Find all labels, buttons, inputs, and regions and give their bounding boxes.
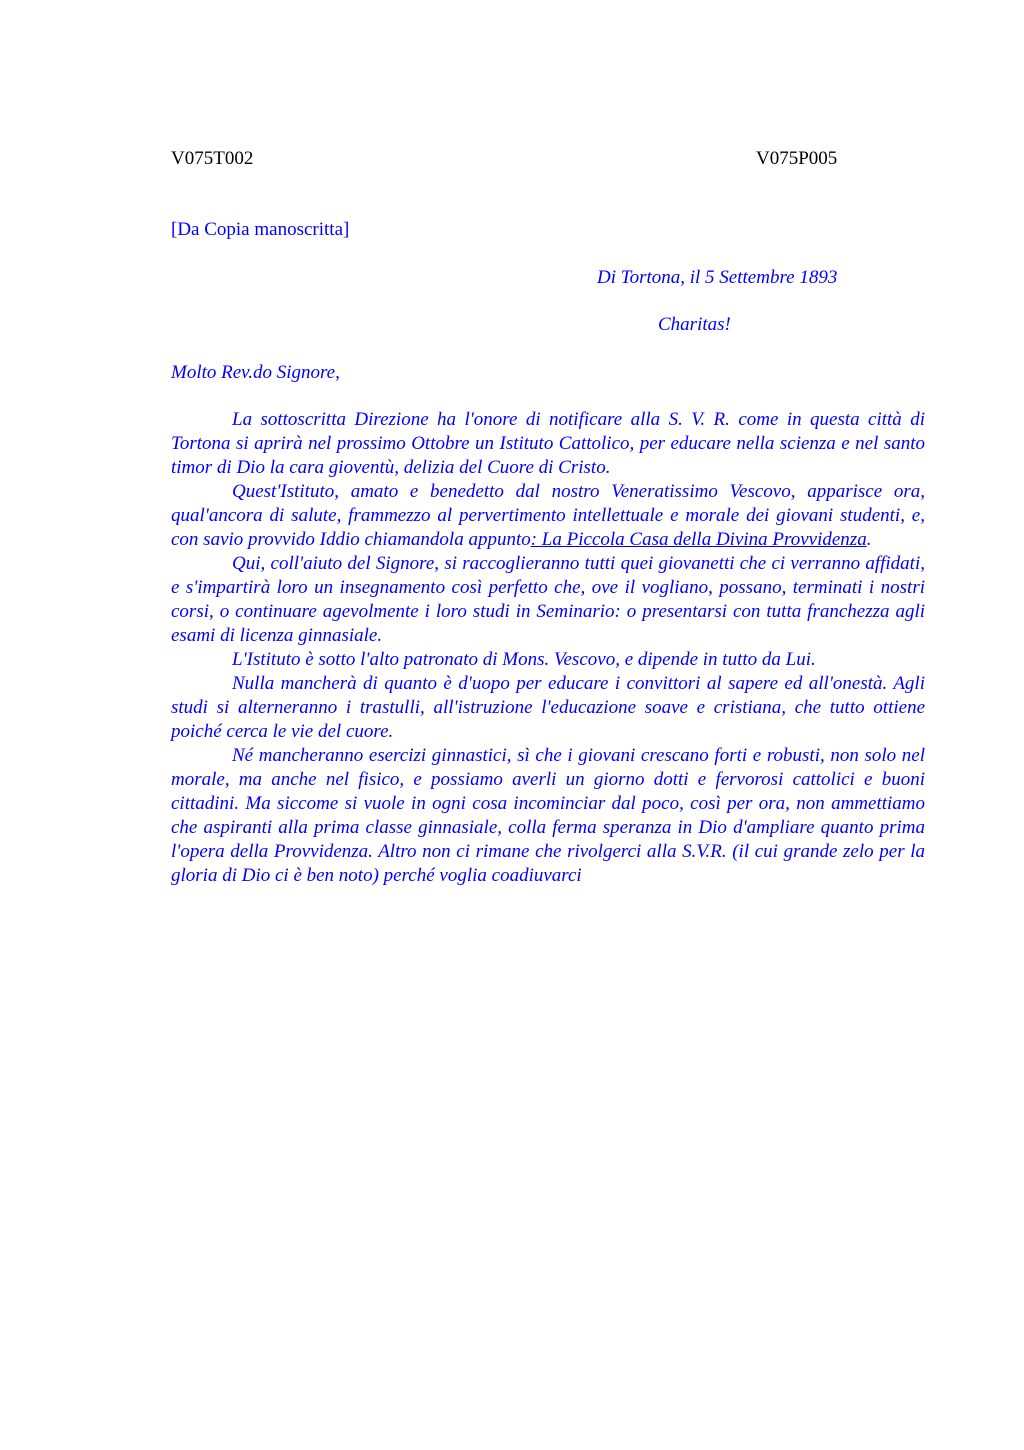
paragraph-3: Qui, coll'aiuto del Signore, si raccoglieranno tutti quei giovanetti che ci verranno affidati, e s'impartirà loro un insegnamento così perfetto che, ove il vogliano, possano, terminati i nostri corsi, o continuare agevolmente i loro studi in Seminario: o presentarsi con tutta franchezza agli esami di licenza ginnasiale. <box>171 553 925 646</box>
paragraph-2 <box>171 480 925 552</box>
document-code-left: V075T002 <box>171 148 254 169</box>
paragraph-5: Nulla mancherà di quanto è d'uopo per educare i convittori al sapere ed all'onestà. Agli studi si alterneranno i trastulli, all'istruzione l'educazione soave e cristiana, che tutto ottiene poiché cerca le vie del cuore. <box>171 673 925 742</box>
letter-body <box>171 408 925 888</box>
paragraph-4: L'Istituto è sotto l'alto patronato di Mons. Vescovo, e dipende in tutto da Lui. <box>232 649 816 670</box>
document-code-right: V075P005 <box>756 148 838 169</box>
letter-date: Di Tortona, il 5 Settembre 1893 <box>597 267 838 288</box>
paragraph-6: Né mancheranno esercizi ginnastici, sì che i giovani crescano forti e robusti, non solo nel morale, ma anche nel fisico, e possiamo averli un giorno dotti e fervorosi cattolici e buoni cittadini. Ma siccome si vuole in ogni cosa incominciar dal poco, così per ora, non ammettiamo che aspiranti alla prima classe ginnasiale, colla ferma speranza in Dio d'ampliare quanto prima l'opera della Provvidenza. Altro non ci rimane che rivolgerci alla S.V.R. (il cui grande zelo per la gloria di Dio ci è ben noto) perché voglia coadiuvarci <box>171 745 925 886</box>
paragraph-1: La sottoscritta Direzione ha l'onore di notificare alla S. V. R. come in questa città di Tortona si aprirà nel prossimo Ottobre un Istituto Cattolico, per educare nella scienza e nel santo timor di Dio la cara gioventù, delizia del Cuore di Cristo. <box>171 409 925 478</box>
source-note: [Da Copia manoscritta] <box>171 219 350 240</box>
letter-motto: Charitas! <box>658 314 731 335</box>
institute-name-underlined: : La Piccola Casa della Divina Provvidenza <box>530 529 867 550</box>
paragraph-2-text: Quest'Istituto, amato e benedetto dal nostro Veneratissimo Vescovo, apparisce ora, qual'ancora di salute, frammezzo al pervertimento intellettuale e morale dei giovani studenti, e, con savio provvido Iddio chiamandola appunto <box>171 481 925 550</box>
letter-salutation: Molto Rev.do Signore, <box>171 362 340 383</box>
paragraph-2-end: . <box>866 529 872 550</box>
